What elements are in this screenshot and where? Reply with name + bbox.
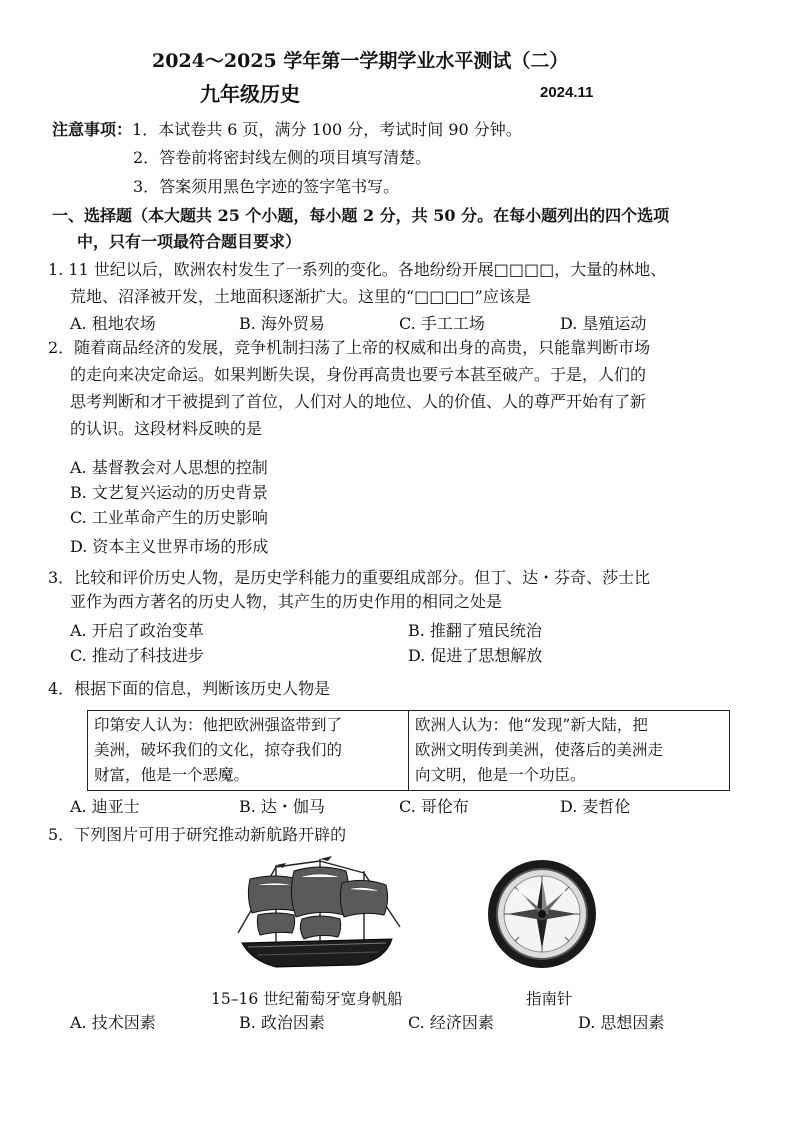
q2-option-d[interactable]: D. 资本主义世界市场的形成 [70, 537, 269, 556]
notice-line-1 [52, 117, 522, 142]
q1-options [70, 311, 646, 336]
compass-image [486, 857, 598, 971]
notice-item: 2．答卷前将密封线左侧的项目填写清楚。 [133, 148, 432, 167]
q4-indian-view: 印第安人认为：他把欧洲强盗带到了 美洲，破坏我们的文化，掠夺我们的 财富，他是一个恶魔。 [88, 711, 409, 791]
q4-option-a[interactable]: A. 迪亚士 [70, 797, 140, 816]
q1-option-d[interactable]: D. 垦殖运动 [560, 314, 647, 333]
q5-option-c[interactable]: C. 经济因素 [408, 1013, 494, 1032]
notice-item: 3．答案须用黑色字迹的签字笔书写。 [133, 177, 400, 196]
q3-option-d[interactable]: D. 促进了思想解放 [408, 646, 543, 665]
carrack-ship-image [228, 855, 406, 975]
q2-stem-line-4: 的认识。这段材料反映的是 [70, 419, 263, 438]
exam-title: 2024～2025 学年第一学期学业水平测试（二） [152, 50, 569, 72]
q1-option-b[interactable]: B. 海外贸易 [239, 314, 325, 333]
q5-option-a[interactable]: A. 技术因素 [70, 1013, 156, 1032]
q2-option-b[interactable]: B. 文艺复兴运动的历史背景 [70, 483, 268, 502]
q4-info-table [87, 710, 730, 791]
q3-option-b[interactable]: B. 推翻了殖民统治 [408, 621, 542, 640]
q1-option-c[interactable]: C. 手工工场 [399, 314, 485, 333]
q2-stem-line-3: 思考判断和才干被提到了首位，人们对人的地位、人的价值、人的尊严开始有了新 [70, 392, 647, 411]
q5-option-d[interactable]: D. 思想因素 [578, 1013, 665, 1032]
q5-stem-line-1: 5．下列图片可用于研究推动新航路开辟的 [48, 825, 347, 844]
exam-date: 2024.11 [540, 84, 594, 101]
section-heading-line-2: 中，只有一项最符合题目要求） [77, 232, 302, 251]
q2-stem-line-2: 的走向来决定命运。如果判断失误，身份再高贵也要亏本甚至破产。于是，人们的 [70, 365, 647, 384]
q4-option-b[interactable]: B. 达・伽马 [239, 797, 325, 816]
q4-options [70, 794, 630, 819]
q4-european-view: 欧洲人认为：他“发现”新大陆，把 欧洲文明传到美洲，使落后的美洲走 向文明，他是一个功臣。 [409, 711, 730, 791]
q4-stem-line-1: 4．根据下面的信息，判断该历史人物是 [48, 679, 331, 698]
q1-stem-line-2: 荒地、沼泽被开发，土地面积逐渐扩大。这里的“□□□□”应该是 [70, 287, 531, 306]
q3-stem-line-1: 3．比较和评价历史人物，是历史学科能力的重要组成部分。但丁、达・芬奇、莎士比 [48, 568, 651, 587]
q1-stem-line-1: 1. 11 世纪以后，欧洲农村发生了一系列的变化。各地纷纷开展□□□□，大量的林地、 [48, 260, 667, 279]
ship-caption: 15–16 世纪葡萄牙宽身帆船 [211, 990, 403, 1008]
q2-stem-line-1: 2．随着商品经济的发展，竞争机制扫荡了上帝的权威和出身的高贵，只能靠判断市场 [48, 338, 651, 357]
section-heading-line-1: 一、选择题（本大题共 25 个小题，每小题 2 分，共 50 分。在每小题列出的四个选项 [52, 206, 670, 225]
compass-caption: 指南针 [526, 990, 573, 1008]
exam-subtitle: 九年级历史 [200, 82, 300, 106]
notice-label: 注意事项： [52, 120, 133, 139]
q3-option-a[interactable]: A. 开启了政治变革 [70, 621, 204, 640]
q4-option-d[interactable]: D. 麦哲伦 [560, 797, 631, 816]
q1-option-a[interactable]: A. 租地农场 [70, 314, 156, 333]
q2-option-a[interactable]: A. 基督教会对人思想的控制 [70, 458, 268, 477]
q5-options [70, 1010, 664, 1035]
notice-item: 1．本试卷共 6 页，满分 100 分，考试时间 90 分钟。 [132, 120, 522, 139]
q3-stem-line-2: 亚作为西方著名的历史人物，其产生的历史作用的相同之处是 [70, 592, 503, 611]
q5-option-b[interactable]: B. 政治因素 [239, 1013, 325, 1032]
q3-option-c[interactable]: C. 推动了科技进步 [70, 646, 204, 665]
q4-option-c[interactable]: C. 哥伦布 [399, 797, 469, 816]
q2-option-c[interactable]: C. 工业革命产生的历史影响 [70, 508, 268, 527]
